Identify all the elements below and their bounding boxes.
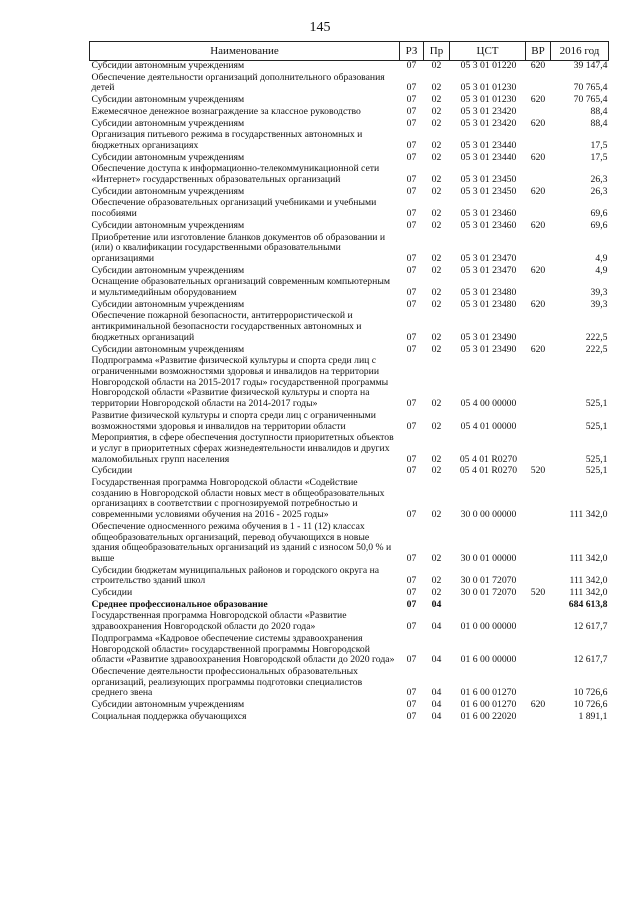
table-row: [90, 478, 609, 522]
cell-cst: [450, 600, 526, 612]
cell-vr: [526, 277, 551, 299]
cell-vr: 520: [530, 587, 546, 599]
cell-vr: [526, 667, 551, 700]
cell-name: Субсидии: [91, 465, 133, 477]
cell-pr: 02: [431, 94, 442, 106]
cell-pr: 02: [431, 465, 442, 477]
table-row: [90, 164, 609, 186]
cell-pr: 02: [431, 509, 442, 521]
table-row: [90, 588, 609, 600]
cell-pr: 04: [431, 598, 442, 610]
table-row: [90, 522, 609, 566]
cell-vr: [526, 522, 551, 566]
budget-table: [89, 41, 609, 723]
header-pr: Пр: [424, 42, 450, 61]
cell-cst: 05 3 01 01230: [460, 82, 517, 94]
table-row: [90, 712, 609, 724]
cell-cst: 05 3 01 23490: [460, 331, 517, 343]
cell-sum: 88,4: [590, 105, 608, 117]
cell-pr: 02: [431, 575, 442, 587]
cell-vr: [526, 600, 551, 612]
cell-name: Социальная поддержка обучающихся: [91, 710, 247, 722]
cell-cst: 05 4 00 00000: [460, 398, 517, 410]
cell-rz: 07: [406, 94, 417, 106]
cell-sum: 525,1: [585, 453, 608, 465]
cell-pr: 02: [431, 264, 442, 276]
cell-sum: 69,6: [590, 208, 608, 220]
cell-sum: 17,5: [590, 151, 608, 163]
cell-rz: 07: [406, 219, 417, 231]
cell-vr: [526, 566, 551, 588]
table-row: [90, 611, 609, 633]
cell-vr: [526, 198, 551, 220]
cell-name: Развитие физической культуры и спорта среди лиц с ограниченными возможностями здоровья и инвалидов на территории области: [91, 409, 376, 432]
table-row: [90, 130, 609, 152]
cell-pr: 04: [431, 710, 442, 722]
cell-name: Обеспечение доступа к информационно-телекоммуникационной сети «Интернет» государственных образовательных организаций: [91, 163, 380, 186]
cell-cst: 05 4 01 R0270: [459, 465, 518, 477]
cell-sum: 525,1: [585, 420, 608, 432]
cell-vr: 520: [530, 465, 546, 477]
cell-name: Обеспечение односменного режима обучения в 1 - 11 (12) классах общеобразовательных организаций, перевод обучающихся в новые здания общеобразовательных организаций из зданий с износом 50,0 % и выше: [91, 520, 392, 564]
cell-cst: 01 6 00 22020: [460, 710, 517, 722]
cell-name: Субсидии автономным учреждениям: [91, 219, 245, 231]
cell-rz: 07: [406, 105, 417, 117]
cell-name: Обеспечение образовательных организаций учебниками и учебными пособиями: [91, 197, 377, 220]
cell-rz: 07: [406, 185, 417, 197]
cell-rz: 07: [406, 509, 417, 521]
cell-name: Субсидии автономным учреждениям: [91, 343, 245, 355]
table-row: [90, 634, 609, 667]
cell-sum: 525,1: [585, 398, 608, 410]
cell-pr: 02: [431, 398, 442, 410]
cell-name: Субсидии автономным учреждениям: [91, 185, 245, 197]
cell-name: Ежемесячное денежное вознаграждение за классное руководство: [91, 105, 361, 117]
cell-sum: 26,3: [590, 185, 608, 197]
header-name: Наименование: [90, 42, 400, 61]
cell-name: Субсидии автономным учреждениям: [91, 699, 245, 711]
cell-pr: 02: [431, 453, 442, 465]
cell-cst: 05 3 01 23440: [460, 151, 517, 163]
cell-vr: [526, 356, 551, 411]
cell-rz: 07: [406, 343, 417, 355]
cell-name: Подпрограмма «Развитие физической культуры и спорта среди лиц с ограниченными возможностями здоровья и инвалидов на территории Новгородской области на 2015-2017 годы» государственной программы Новгородской области «Развитие физической культуры и спорта на территории Новгородской области на 2014-2017 годы»: [91, 355, 389, 410]
cell-sum: 525,1: [585, 465, 608, 477]
table-row: [90, 667, 609, 700]
cell-rz: 07: [406, 60, 417, 71]
cell-pr: 02: [431, 298, 442, 310]
cell-name: Мероприятия, в сфере обеспечения доступности приоритетных объектов и услуг в приоритетных сферах жизнедеятельности инвалидов и других маломобильных групп населения: [91, 432, 394, 465]
cell-sum: 4,9: [595, 252, 608, 264]
table-row: [90, 356, 609, 411]
cell-rz: 07: [406, 598, 417, 610]
cell-cst: 05 3 01 01230: [460, 94, 517, 106]
cell-pr: 02: [431, 60, 442, 71]
cell-sum: 26,3: [590, 174, 608, 186]
cell-cst: 30 0 00 00000: [460, 509, 517, 521]
cell-rz: 07: [406, 587, 417, 599]
cell-rz: 07: [406, 453, 417, 465]
cell-sum: 111 342,0: [569, 509, 608, 521]
cell-sum: 1 891,1: [578, 710, 608, 722]
table-row: [90, 566, 609, 588]
cell-sum: 111 342,0: [569, 587, 608, 599]
cell-vr: 620: [530, 343, 546, 355]
cell-pr: 02: [431, 117, 442, 129]
cell-name: Субсидии автономным учреждениям: [91, 60, 245, 71]
header-vr: ВР: [526, 42, 551, 61]
cell-vr: 620: [530, 94, 546, 106]
cell-sum: 12 617,7: [573, 654, 608, 666]
cell-sum: 222,5: [585, 343, 608, 355]
cell-sum: 70 765,4: [573, 94, 608, 106]
cell-cst: 05 3 01 23440: [460, 139, 517, 151]
cell-cst: 05 3 01 23420: [460, 105, 517, 117]
table-row: [90, 221, 609, 233]
cell-rz: 07: [406, 139, 417, 151]
table-row: [90, 311, 609, 344]
cell-sum: 222,5: [585, 331, 608, 343]
cell-vr: [526, 164, 551, 186]
cell-rz: 07: [406, 420, 417, 432]
cell-rz: 07: [406, 710, 417, 722]
cell-rz: 07: [406, 252, 417, 264]
cell-pr: 02: [431, 219, 442, 231]
cell-pr: 02: [431, 151, 442, 163]
header-rz: РЗ: [400, 42, 424, 61]
table-row: [90, 107, 609, 119]
cell-sum: 111 342,0: [569, 575, 608, 587]
cell-sum: 39 147,4: [573, 60, 608, 71]
cell-pr: 02: [431, 587, 442, 599]
cell-sum: 4,9: [595, 264, 608, 276]
cell-cst: 05 3 01 23480: [460, 287, 517, 299]
cell-cst: 05 3 01 23420: [460, 117, 517, 129]
cell-name: Организация питьевого режима в государственных автономных и бюджетных организациях: [91, 129, 363, 151]
cell-name: Субсидии автономным учреждениям: [91, 151, 245, 163]
cell-sum: 88,4: [590, 117, 608, 129]
cell-vr: [526, 130, 551, 152]
cell-pr: 02: [431, 287, 442, 299]
cell-sum: 17,5: [590, 139, 608, 151]
cell-cst: 30 0 01 72070: [460, 587, 517, 599]
cell-cst: 05 3 01 23470: [460, 264, 517, 276]
cell-vr: [526, 107, 551, 119]
cell-name: Оснащение образовательных организаций современным компьютерным и мультимедийным оборудованием: [91, 276, 390, 299]
cell-rz: 07: [406, 465, 417, 477]
cell-pr: 02: [431, 82, 442, 94]
cell-vr: 620: [530, 151, 546, 163]
cell-rz: 07: [406, 82, 417, 94]
table-row: [90, 233, 609, 266]
cell-cst: 01 6 00 01270: [460, 699, 517, 711]
cell-vr: [526, 478, 551, 522]
cell-rz: 07: [406, 398, 417, 410]
cell-rz: 07: [406, 687, 417, 699]
cell-cst: 05 3 01 23460: [460, 208, 517, 220]
cell-cst: 05 3 01 23460: [460, 219, 517, 231]
table-row: [90, 277, 609, 299]
cell-sum: 70 765,4: [573, 82, 608, 94]
cell-cst: 01 6 00 01270: [460, 687, 517, 699]
table-body: [90, 61, 609, 724]
cell-pr: 02: [431, 331, 442, 343]
cell-sum: 12 617,7: [573, 621, 608, 633]
cell-sum: 39,3: [590, 287, 608, 299]
cell-rz: 07: [406, 621, 417, 633]
cell-rz: 07: [406, 699, 417, 711]
table-header: [90, 42, 609, 61]
cell-name: Обеспечение пожарной безопасности, антитеррористической и антикриминальной безопасности государственных автономных и бюджетных организаций: [91, 310, 362, 343]
cell-pr: 04: [431, 621, 442, 633]
cell-cst: 05 3 01 01220: [460, 60, 517, 71]
header-year: 2016 год: [551, 42, 609, 61]
table-row: [90, 61, 609, 73]
cell-rz: 07: [406, 654, 417, 666]
cell-vr: 620: [530, 264, 546, 276]
cell-sum: 10 726,6: [573, 699, 608, 711]
cell-sum: 10 726,6: [573, 687, 608, 699]
cell-vr: [526, 611, 551, 633]
cell-cst: 01 6 00 00000: [460, 654, 517, 666]
cell-rz: 07: [406, 264, 417, 276]
header-cst: ЦСТ: [450, 42, 526, 61]
cell-name: Субсидии автономным учреждениям: [91, 117, 245, 129]
table-row: [90, 433, 609, 466]
cell-vr: [526, 311, 551, 344]
cell-rz: 07: [406, 174, 417, 186]
cell-name: Субсидии: [91, 587, 133, 599]
cell-pr: 02: [431, 185, 442, 197]
cell-pr: 02: [431, 252, 442, 264]
cell-rz: 07: [406, 331, 417, 343]
cell-rz: 07: [406, 117, 417, 129]
cell-rz: 07: [406, 208, 417, 220]
page-number: 145: [309, 20, 331, 35]
cell-sum: 684 613,8: [568, 598, 608, 610]
table-row: [90, 73, 609, 95]
cell-name: Подпрограмма «Кадровое обеспечение системы здравоохранения Новгородской области» государственной программы Новгородской области «Развитие здравоохранения Новгородской области до 2020 года»: [91, 632, 395, 666]
cell-sum: 39,3: [590, 298, 608, 310]
cell-pr: 02: [431, 105, 442, 117]
cell-pr: 04: [431, 687, 442, 699]
cell-cst: 05 3 01 23490: [460, 343, 517, 355]
cell-pr: 04: [431, 699, 442, 711]
cell-cst: 05 3 01 23450: [460, 174, 517, 186]
cell-rz: 07: [406, 151, 417, 163]
cell-name: Среднее профессиональное образование: [91, 598, 268, 610]
cell-vr: 620: [530, 185, 546, 197]
table-row: [90, 411, 609, 433]
cell-sum: 69,6: [590, 219, 608, 231]
cell-cst: 30 0 01 00000: [460, 552, 517, 564]
cell-pr: 04: [431, 654, 442, 666]
cell-cst: 05 4 01 R0270: [459, 453, 518, 465]
cell-vr: 620: [530, 699, 546, 711]
cell-name: Приобретение или изготовление бланков документов об образовании и (или) о квалификации государственными образовательными организациями: [91, 231, 386, 264]
cell-vr: 620: [530, 219, 546, 231]
cell-rz: 07: [406, 552, 417, 564]
cell-pr: 02: [431, 343, 442, 355]
cell-vr: [526, 712, 551, 724]
cell-cst: 05 3 01 23480: [460, 298, 517, 310]
cell-vr: [526, 411, 551, 433]
cell-name: Субсидии автономным учреждениям: [91, 264, 245, 276]
cell-pr: 02: [431, 552, 442, 564]
cell-vr: [526, 233, 551, 266]
cell-cst: 01 0 00 00000: [460, 621, 517, 633]
cell-name: Субсидии автономным учреждениям: [91, 94, 245, 106]
cell-vr: [526, 634, 551, 667]
cell-name: Государственная программа Новгородской области «Развитие здравоохранения Новгородской области до 2020 года»: [91, 610, 347, 633]
cell-name: Обеспечение деятельности организаций дополнительного образования детей: [91, 71, 385, 94]
cell-vr: [526, 433, 551, 466]
cell-vr: 620: [530, 60, 546, 71]
cell-name: Субсидии бюджетам муниципальных районов и городского округа на строительство зданий школ: [91, 564, 380, 587]
cell-vr: [526, 73, 551, 95]
cell-cst: 05 3 01 23470: [460, 252, 517, 264]
cell-cst: 30 0 01 72070: [460, 575, 517, 587]
cell-cst: 05 3 01 23450: [460, 185, 517, 197]
cell-rz: 07: [406, 298, 417, 310]
cell-pr: 02: [431, 420, 442, 432]
cell-rz: 07: [406, 575, 417, 587]
cell-vr: 620: [530, 117, 546, 129]
cell-vr: 620: [530, 298, 546, 310]
cell-pr: 02: [431, 208, 442, 220]
cell-name: Субсидии автономным учреждениям: [91, 298, 245, 310]
table-row: [90, 198, 609, 220]
cell-pr: 02: [431, 139, 442, 151]
cell-cst: 05 4 01 00000: [460, 420, 517, 432]
cell-name: Государственная программа Новгородской области «Содействие созданию в Новгородской области новых мест в общеобразовательных организациях в соответствии с прогнозируемой потребностью и современными условиями обучения на 2016 - 2025 годы»: [91, 477, 385, 521]
cell-name: Обеспечение деятельности профессиональных образовательных организаций, реализующих программы подготовки специалистов среднего звена: [91, 665, 363, 699]
cell-rz: 07: [406, 287, 417, 299]
cell-pr: 02: [431, 174, 442, 186]
cell-sum: 111 342,0: [569, 552, 608, 564]
